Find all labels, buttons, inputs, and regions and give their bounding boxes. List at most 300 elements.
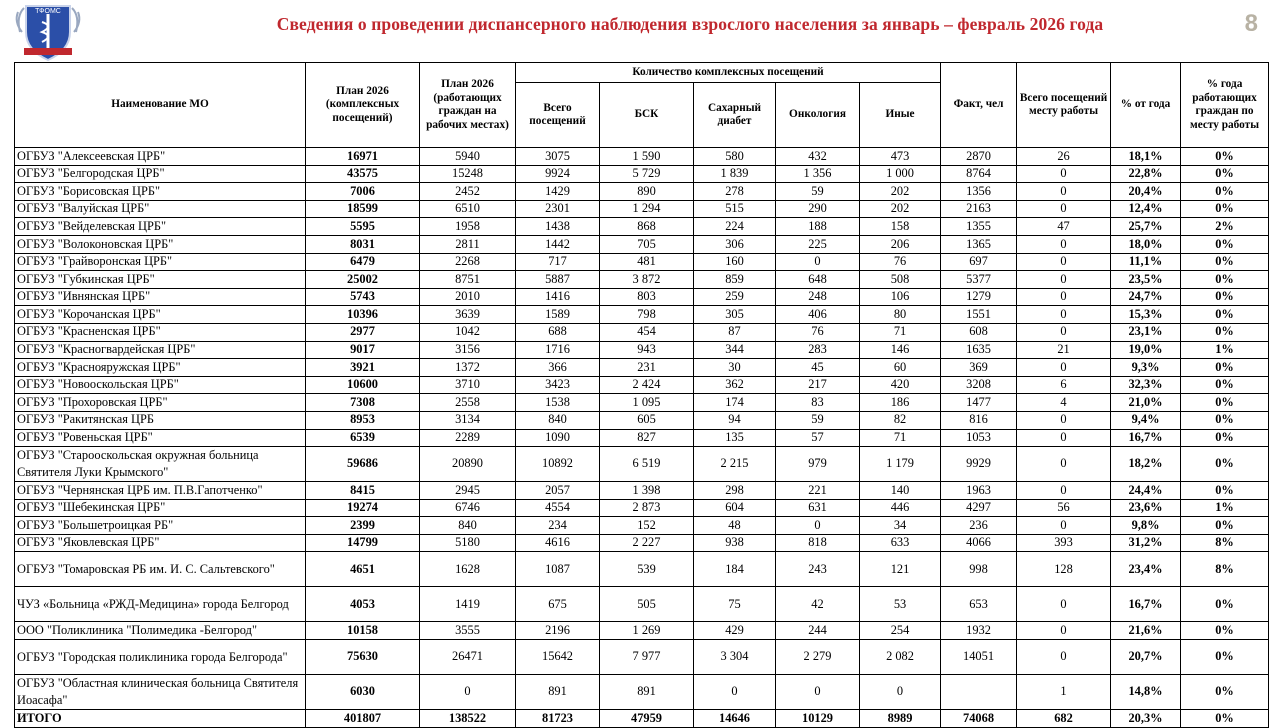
bsk-cell: 798: [600, 306, 694, 324]
table-row: [15, 499, 1269, 517]
pct-working-cell: 0%: [1181, 429, 1269, 447]
pct-working-cell: 0%: [1181, 165, 1269, 183]
oncology-cell: 248: [776, 288, 860, 306]
diabetes-cell: 429: [694, 622, 776, 640]
pct-year-cell: 24,7%: [1111, 288, 1181, 306]
other-cell: 60: [860, 359, 941, 377]
other-cell: 633: [860, 534, 941, 552]
pct-year-cell: 9,4%: [1111, 411, 1181, 429]
bsk-cell: 803: [600, 288, 694, 306]
other-cell: 254: [860, 622, 941, 640]
fact-cell: 1477: [941, 394, 1017, 412]
workplace-cell: 0: [1017, 288, 1111, 306]
dispensary-table: [14, 62, 1269, 728]
workplace-cell: 682: [1017, 710, 1111, 728]
diabetes-cell: 604: [694, 499, 776, 517]
org-name-cell: ОГБУЗ "Чернянская ЦРБ им. П.В.Гапотченко": [15, 482, 306, 500]
workplace-cell: 0: [1017, 622, 1111, 640]
oncology-cell: 221: [776, 482, 860, 500]
fact-cell: [941, 675, 1017, 710]
diabetes-cell: 184: [694, 552, 776, 587]
pct-working-cell: 0%: [1181, 587, 1269, 622]
fact-cell: 1355: [941, 218, 1017, 236]
oncology-cell: 243: [776, 552, 860, 587]
org-name-cell: ОГБУЗ "Вейделевская ЦРБ": [15, 218, 306, 236]
plan-working-cell: 26471: [420, 640, 516, 675]
table-row: [15, 359, 1269, 377]
plan-cell: 16971: [306, 148, 420, 166]
bsk-cell: 1 294: [600, 200, 694, 218]
pct-year-cell: 20,3%: [1111, 710, 1181, 728]
pct-working-cell: 8%: [1181, 552, 1269, 587]
bsk-cell: 481: [600, 253, 694, 271]
other-cell: 202: [860, 183, 941, 201]
total-row: [15, 710, 1269, 728]
plan-cell: 2399: [306, 517, 420, 535]
workplace-cell: 0: [1017, 517, 1111, 535]
table-row: [15, 482, 1269, 500]
table-row: [15, 587, 1269, 622]
fact-cell: 1635: [941, 341, 1017, 359]
pct-working-cell: 0%: [1181, 183, 1269, 201]
org-name-cell: ОГБУЗ "Томаровская РБ им. И. С. Сальтевского": [15, 552, 306, 587]
plan-cell: 6479: [306, 253, 420, 271]
table-row: [15, 323, 1269, 341]
table-row: [15, 306, 1269, 324]
diabetes-cell: 344: [694, 341, 776, 359]
org-name-cell: ОГБУЗ "Алексеевская ЦРБ": [15, 148, 306, 166]
org-name-cell: ОГБУЗ "Городская поликлиника города Белгорода": [15, 640, 306, 675]
fact-cell: 74068: [941, 710, 1017, 728]
other-cell: 82: [860, 411, 941, 429]
fact-cell: 5377: [941, 271, 1017, 289]
bsk-cell: 891: [600, 675, 694, 710]
table-row: [15, 622, 1269, 640]
org-name-cell: ОГБУЗ "Шебекинская ЦРБ": [15, 499, 306, 517]
plan-working-cell: 3555: [420, 622, 516, 640]
total-visits-cell: 1716: [516, 341, 600, 359]
fact-cell: 1279: [941, 288, 1017, 306]
fact-cell: 14051: [941, 640, 1017, 675]
diabetes-cell: 94: [694, 411, 776, 429]
pct-year-cell: 21,6%: [1111, 622, 1181, 640]
diabetes-cell: 135: [694, 429, 776, 447]
plan-working-cell: 3156: [420, 341, 516, 359]
oncology-cell: 217: [776, 376, 860, 394]
diabetes-cell: 305: [694, 306, 776, 324]
fact-cell: 1932: [941, 622, 1017, 640]
bsk-cell: 454: [600, 323, 694, 341]
header-fact: Факт, чел: [941, 63, 1017, 148]
other-cell: 53: [860, 587, 941, 622]
oncology-cell: 290: [776, 200, 860, 218]
table-row: [15, 376, 1269, 394]
workplace-cell: 393: [1017, 534, 1111, 552]
bsk-cell: 1 590: [600, 148, 694, 166]
oncology-cell: 57: [776, 429, 860, 447]
workplace-cell: 128: [1017, 552, 1111, 587]
fact-cell: 8764: [941, 165, 1017, 183]
workplace-cell: 0: [1017, 253, 1111, 271]
workplace-cell: 0: [1017, 323, 1111, 341]
org-name-cell: ОГБУЗ "Красногвардейская ЦРБ": [15, 341, 306, 359]
plan-working-cell: 840: [420, 517, 516, 535]
org-name-cell: ОГБУЗ "Грайворонская ЦРБ": [15, 253, 306, 271]
oncology-cell: 0: [776, 675, 860, 710]
plan-cell: 5595: [306, 218, 420, 236]
pct-year-cell: 16,7%: [1111, 587, 1181, 622]
total-visits-cell: 234: [516, 517, 600, 535]
table-body: [15, 148, 1269, 728]
fact-cell: 4297: [941, 499, 1017, 517]
pct-working-cell: 0%: [1181, 271, 1269, 289]
other-cell: 420: [860, 376, 941, 394]
table-row: [15, 253, 1269, 271]
org-name-cell: ОГБУЗ "Ивнянская ЦРБ": [15, 288, 306, 306]
header-plan-working: План 2026 (работающих граждан на рабочих местах): [420, 63, 516, 148]
plan-cell: 18599: [306, 200, 420, 218]
other-cell: 186: [860, 394, 941, 412]
diabetes-cell: 174: [694, 394, 776, 412]
fact-cell: 2870: [941, 148, 1017, 166]
header-oncology: Онкология: [776, 83, 860, 148]
other-cell: 1 000: [860, 165, 941, 183]
oncology-cell: 1 356: [776, 165, 860, 183]
org-name-cell: ОГБУЗ "Красненская ЦРБ": [15, 323, 306, 341]
total-visits-cell: 688: [516, 323, 600, 341]
page-number: 8: [1244, 10, 1258, 37]
workplace-cell: 0: [1017, 165, 1111, 183]
pct-working-cell: 0%: [1181, 323, 1269, 341]
plan-working-cell: 6510: [420, 200, 516, 218]
diabetes-cell: 3 304: [694, 640, 776, 675]
org-name-cell: ОГБУЗ "Прохоровская ЦРБ": [15, 394, 306, 412]
diabetes-cell: 2 215: [694, 447, 776, 482]
header-workplace: Всего посещений месту работы: [1017, 63, 1111, 148]
table-row: [15, 288, 1269, 306]
bsk-cell: 231: [600, 359, 694, 377]
plan-working-cell: 5180: [420, 534, 516, 552]
total-visits-cell: 4554: [516, 499, 600, 517]
plan-cell: 14799: [306, 534, 420, 552]
pct-working-cell: 0%: [1181, 622, 1269, 640]
bsk-cell: 2 873: [600, 499, 694, 517]
header-bsk: БСК: [600, 83, 694, 148]
plan-cell: 7006: [306, 183, 420, 201]
org-name-cell: ОГБУЗ "Большетроицкая РБ": [15, 517, 306, 535]
table-row: [15, 165, 1269, 183]
diabetes-cell: 48: [694, 517, 776, 535]
plan-cell: 10600: [306, 376, 420, 394]
table-row: [15, 552, 1269, 587]
oncology-cell: 76: [776, 323, 860, 341]
fact-cell: 369: [941, 359, 1017, 377]
total-visits-cell: 366: [516, 359, 600, 377]
diabetes-cell: 278: [694, 183, 776, 201]
pct-year-cell: 31,2%: [1111, 534, 1181, 552]
diabetes-cell: 859: [694, 271, 776, 289]
other-cell: 34: [860, 517, 941, 535]
diabetes-cell: 0: [694, 675, 776, 710]
bsk-cell: 2 424: [600, 376, 694, 394]
plan-working-cell: 2452: [420, 183, 516, 201]
pct-working-cell: 0%: [1181, 235, 1269, 253]
workplace-cell: 0: [1017, 359, 1111, 377]
bsk-cell: 605: [600, 411, 694, 429]
other-cell: 106: [860, 288, 941, 306]
plan-cell: 8953: [306, 411, 420, 429]
total-visits-cell: 1442: [516, 235, 600, 253]
other-cell: 140: [860, 482, 941, 500]
org-name-cell: ОГБУЗ "Валуйская ЦРБ": [15, 200, 306, 218]
org-name-cell: ОГБУЗ "Новооскольская ЦРБ": [15, 376, 306, 394]
plan-cell: 401807: [306, 710, 420, 728]
other-cell: 2 082: [860, 640, 941, 675]
bsk-cell: 868: [600, 218, 694, 236]
total-visits-cell: 9924: [516, 165, 600, 183]
pct-year-cell: 20,7%: [1111, 640, 1181, 675]
pct-working-cell: 0%: [1181, 306, 1269, 324]
plan-working-cell: 1372: [420, 359, 516, 377]
total-visits-cell: 1087: [516, 552, 600, 587]
other-cell: 473: [860, 148, 941, 166]
org-name-cell: ОГБУЗ "Волоконовская ЦРБ": [15, 235, 306, 253]
fact-cell: 1053: [941, 429, 1017, 447]
plan-working-cell: 1419: [420, 587, 516, 622]
workplace-cell: 0: [1017, 411, 1111, 429]
table-row: [15, 200, 1269, 218]
plan-working-cell: 2945: [420, 482, 516, 500]
diabetes-cell: 298: [694, 482, 776, 500]
bsk-cell: 7 977: [600, 640, 694, 675]
org-name-cell: ОГБУЗ "Губкинская ЦРБ": [15, 271, 306, 289]
pct-year-cell: 9,8%: [1111, 517, 1181, 535]
pct-working-cell: 1%: [1181, 499, 1269, 517]
plan-cell: 2977: [306, 323, 420, 341]
header-diabetes: Сахарный диабет: [694, 83, 776, 148]
diabetes-cell: 306: [694, 235, 776, 253]
bsk-cell: 3 872: [600, 271, 694, 289]
org-name-cell: ОГБУЗ "Белгородская ЦРБ": [15, 165, 306, 183]
header-pct-working: % года работающих граждан по месту работы: [1181, 63, 1269, 148]
table-row: [15, 447, 1269, 482]
fact-cell: 1551: [941, 306, 1017, 324]
other-cell: 1 179: [860, 447, 941, 482]
workplace-cell: 47: [1017, 218, 1111, 236]
plan-cell: 8031: [306, 235, 420, 253]
org-name-cell: ОГБУЗ "Ракитянская ЦРБ: [15, 411, 306, 429]
plan-working-cell: 3134: [420, 411, 516, 429]
oncology-cell: 406: [776, 306, 860, 324]
pct-working-cell: 0%: [1181, 359, 1269, 377]
diabetes-cell: 14646: [694, 710, 776, 728]
total-visits-cell: 81723: [516, 710, 600, 728]
total-visits-cell: 840: [516, 411, 600, 429]
diabetes-cell: 87: [694, 323, 776, 341]
plan-cell: 5743: [306, 288, 420, 306]
table-row: [15, 411, 1269, 429]
oncology-cell: 648: [776, 271, 860, 289]
plan-working-cell: 3710: [420, 376, 516, 394]
pct-year-cell: 18,2%: [1111, 447, 1181, 482]
diabetes-cell: 1 839: [694, 165, 776, 183]
other-cell: 508: [860, 271, 941, 289]
other-cell: 8989: [860, 710, 941, 728]
pct-working-cell: 8%: [1181, 534, 1269, 552]
fact-cell: 697: [941, 253, 1017, 271]
fact-cell: 1963: [941, 482, 1017, 500]
plan-working-cell: 2558: [420, 394, 516, 412]
pct-year-cell: 21,0%: [1111, 394, 1181, 412]
other-cell: 80: [860, 306, 941, 324]
plan-cell: 25002: [306, 271, 420, 289]
diabetes-cell: 224: [694, 218, 776, 236]
workplace-cell: 0: [1017, 482, 1111, 500]
org-name-cell: ОГБУЗ "Старооскольская окружная больница Святителя Луки Крымского": [15, 447, 306, 482]
org-name-cell: ОГБУЗ "Борисовская ЦРБ": [15, 183, 306, 201]
workplace-cell: 1: [1017, 675, 1111, 710]
plan-cell: 59686: [306, 447, 420, 482]
oncology-cell: 225: [776, 235, 860, 253]
pct-working-cell: 0%: [1181, 447, 1269, 482]
other-cell: 121: [860, 552, 941, 587]
plan-working-cell: 6746: [420, 499, 516, 517]
other-cell: 146: [860, 341, 941, 359]
pct-year-cell: 23,1%: [1111, 323, 1181, 341]
workplace-cell: 56: [1017, 499, 1111, 517]
oncology-cell: 432: [776, 148, 860, 166]
bsk-cell: 705: [600, 235, 694, 253]
oncology-cell: 83: [776, 394, 860, 412]
other-cell: 206: [860, 235, 941, 253]
other-cell: 202: [860, 200, 941, 218]
bsk-cell: 6 519: [600, 447, 694, 482]
total-visits-cell: 891: [516, 675, 600, 710]
bsk-cell: 5 729: [600, 165, 694, 183]
org-name-cell: ОГБУЗ "Краснояружская ЦРБ": [15, 359, 306, 377]
diabetes-cell: 160: [694, 253, 776, 271]
plan-working-cell: 15248: [420, 165, 516, 183]
header-total-visits: Всего посещений: [516, 83, 600, 148]
diabetes-cell: 259: [694, 288, 776, 306]
pct-working-cell: 0%: [1181, 376, 1269, 394]
diabetes-cell: 362: [694, 376, 776, 394]
diabetes-cell: 515: [694, 200, 776, 218]
other-cell: 446: [860, 499, 941, 517]
fact-cell: 1356: [941, 183, 1017, 201]
plan-working-cell: 5940: [420, 148, 516, 166]
table-row: [15, 341, 1269, 359]
fact-cell: 608: [941, 323, 1017, 341]
pct-year-cell: 15,3%: [1111, 306, 1181, 324]
total-visits-cell: 5887: [516, 271, 600, 289]
plan-working-cell: 2811: [420, 235, 516, 253]
oncology-cell: 631: [776, 499, 860, 517]
table-row: [15, 640, 1269, 675]
table-row: [15, 534, 1269, 552]
pct-working-cell: 0%: [1181, 517, 1269, 535]
plan-working-cell: 138522: [420, 710, 516, 728]
header-pct-year: % от года: [1111, 63, 1181, 148]
pct-year-cell: 14,8%: [1111, 675, 1181, 710]
plan-working-cell: 0: [420, 675, 516, 710]
pct-working-cell: 0%: [1181, 200, 1269, 218]
other-cell: 71: [860, 323, 941, 341]
plan-working-cell: 1958: [420, 218, 516, 236]
plan-working-cell: 3639: [420, 306, 516, 324]
pct-year-cell: 18,0%: [1111, 235, 1181, 253]
workplace-cell: 0: [1017, 235, 1111, 253]
oncology-cell: 188: [776, 218, 860, 236]
pct-working-cell: 0%: [1181, 675, 1269, 710]
table-row: [15, 429, 1269, 447]
plan-cell: 43575: [306, 165, 420, 183]
pct-year-cell: 18,1%: [1111, 148, 1181, 166]
pct-year-cell: 19,0%: [1111, 341, 1181, 359]
plan-working-cell: 2289: [420, 429, 516, 447]
pct-working-cell: 1%: [1181, 341, 1269, 359]
plan-cell: 6030: [306, 675, 420, 710]
plan-cell: 7308: [306, 394, 420, 412]
other-cell: 71: [860, 429, 941, 447]
header-other: Иные: [860, 83, 941, 148]
tfoms-logo: [12, 2, 84, 64]
fact-cell: 1365: [941, 235, 1017, 253]
table-row: [15, 148, 1269, 166]
bsk-cell: 2 227: [600, 534, 694, 552]
workplace-cell: 0: [1017, 183, 1111, 201]
pct-year-cell: 24,4%: [1111, 482, 1181, 500]
plan-cell: 3921: [306, 359, 420, 377]
diabetes-cell: 938: [694, 534, 776, 552]
workplace-cell: 4: [1017, 394, 1111, 412]
org-name-cell: ЧУЗ «Больница «РЖД-Медицина» города Белгород: [15, 587, 306, 622]
oncology-cell: 0: [776, 253, 860, 271]
table-row: [15, 517, 1269, 535]
diabetes-cell: 30: [694, 359, 776, 377]
pct-year-cell: 23,5%: [1111, 271, 1181, 289]
plan-cell: 4651: [306, 552, 420, 587]
fact-cell: 4066: [941, 534, 1017, 552]
org-name-cell: ОГБУЗ "Областная клиническая больница Святителя Иоасафа": [15, 675, 306, 710]
pct-working-cell: 0%: [1181, 411, 1269, 429]
plan-cell: 6539: [306, 429, 420, 447]
workplace-cell: 21: [1017, 341, 1111, 359]
total-visits-cell: 1438: [516, 218, 600, 236]
fact-cell: 236: [941, 517, 1017, 535]
pct-year-cell: 20,4%: [1111, 183, 1181, 201]
total-visits-cell: 15642: [516, 640, 600, 675]
other-cell: 0: [860, 675, 941, 710]
fact-cell: 816: [941, 411, 1017, 429]
table-row: [15, 394, 1269, 412]
table-row: [15, 675, 1269, 710]
workplace-cell: 26: [1017, 148, 1111, 166]
plan-cell: 8415: [306, 482, 420, 500]
oncology-cell: 244: [776, 622, 860, 640]
org-name-cell: ООО "Поликлиника "Полимедика -Белгород": [15, 622, 306, 640]
table-row: [15, 235, 1269, 253]
oncology-cell: 2 279: [776, 640, 860, 675]
total-visits-cell: 3075: [516, 148, 600, 166]
workplace-cell: 0: [1017, 640, 1111, 675]
pct-working-cell: 0%: [1181, 253, 1269, 271]
pct-working-cell: 0%: [1181, 148, 1269, 166]
total-visits-cell: 10892: [516, 447, 600, 482]
pct-year-cell: 12,4%: [1111, 200, 1181, 218]
pct-working-cell: 0%: [1181, 482, 1269, 500]
bsk-cell: 152: [600, 517, 694, 535]
